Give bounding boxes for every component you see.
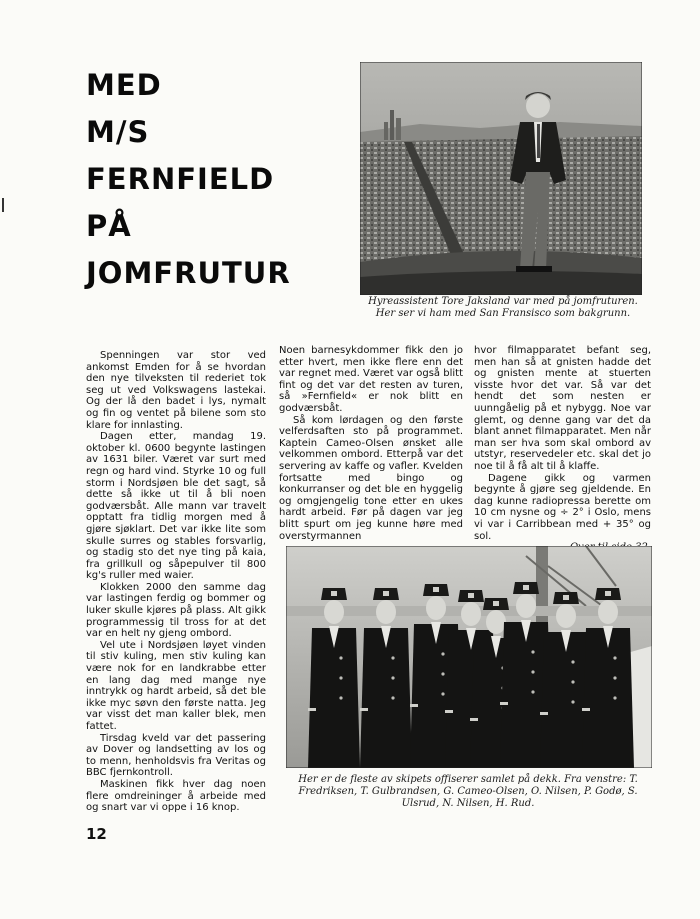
photo-san-francisco bbox=[360, 62, 642, 295]
paragraph: Noen barnesykdommer fikk den jo etter hvert, men ikke flere enn det var regnet med. Været var også blitt fint og det var det resten av turen, så »Fernfield« er nok blitt en godværsbåt. bbox=[279, 345, 463, 414]
article-column-1 bbox=[86, 350, 266, 814]
article-column-3 bbox=[474, 345, 651, 554]
scan-edge-mark bbox=[2, 198, 4, 212]
article-column-2 bbox=[279, 345, 463, 542]
paragraph: Dagene gikk og varmen begynte å gjøre seg gjeldende. En dag kunne radiopressa berette om 10 cm nysne og ÷ 2° i Oslo, mens vi var i Carribbean med + 35° og sol. bbox=[474, 472, 651, 542]
paragraph: Tirsdag kveld var det passering av Dover og landsetting av los og to menn, henholdsvis fra Veritas og BBC fjernkontroll. bbox=[86, 732, 266, 779]
article-headline bbox=[86, 62, 348, 297]
photo-caption-san-francisco: Hyreassistent Tore Jaksland var med på jomfruturen. Her ser vi ham med San Fransisco som bakgrunn. bbox=[368, 296, 638, 319]
photo-officers bbox=[286, 546, 652, 768]
paragraph: Maskinen fikk hver dag noen flere omdreininger å arbeide med og snart var vi oppe i 16 knop. bbox=[86, 778, 266, 814]
headline-line-3: PÅ bbox=[86, 209, 132, 243]
headline-line-2: M/S FERNFIELD bbox=[86, 115, 275, 196]
paragraph: Klokken 2000 den samme dag var lastingen ferdig og bommer og luker skulle kjøres på plass. Alt gikk programmessig til tross for at det var en helt ny gjeng ombord. bbox=[86, 581, 266, 640]
paragraph: Vel ute i Nordsjøen løyet vinden til stiv kuling, men stiv kuling kan være nok for en landkrabbe etter en lang dag med mange nye inntrykk og hardt arbeid, så det ble ikke myc søvn den første natta. Jeg var visst det man kaller blek, men fattet. bbox=[86, 639, 266, 732]
page-number: 12 bbox=[86, 825, 107, 843]
paragraph: Så kom lørdagen og den første velferdsaften sto på programmet. Kaptein Cameo-Olsen ønsket alle velkommen ombord. Etterpå var det servering av kaffe og vafler. Kvelden fortsatte med bingo og konkurranser og det ble en hyggelig og omgjengelig tone etter en ukes hardt arbeid. Før på dagen var jeg blitt spurt om jeg kunne høre med overstyrmannen bbox=[279, 414, 463, 542]
headline-line-4: JOMFRUTUR bbox=[86, 256, 291, 290]
paragraph: hvor filmapparatet befant seg, men han så at gnisten hadde det og gnisten mente at stuerten visste hvor det var. Så var det hendt det som nesten er uunngåelig på et nybygg. Noe var glemt, og denne gang var det da blant annet filmapparatet. Men når man ser hva som skal ombord av utstyr, reservedeler etc. skal det jo noe til å få alt til å klaffe. bbox=[474, 345, 651, 472]
paragraph: Dagen etter, mandag 19. oktober kl. 0600 begynte lastingen av 1631 biler. Været var surt med regn og hard vind. Styrke 10 og full storm i Nordsjøen ble det sagt, så dette så ikke ut til å bli noen godværsbåt. Alle mann var travelt opptatt fra tidlig morgen med å gjøre sjøklart. Det var ikke lite som skulle surres og stables forsvarlig, og stadig sto det nye ting på kaia, fra grillkull og såpepulver til 800 kg's ruller med waier. bbox=[86, 431, 266, 582]
photo-caption-officers: Her er de fleste av skipets offiserer samlet på dekk. Fra venstre: T. Fredriksen, T. Gulbrandsen, G. Cameo-Olsen, O. Nilsen, P. Godø, S. Ulsrud, N. Nilsen, H. Rud. bbox=[298, 774, 638, 809]
paragraph: Spenningen var stor ved ankomst Emden for å se hvordan den nye tilveksten til rederiet tok seg ut ved Volkswagens lastekai. Og der lå den badet i lys, nymalt og fin og ventet på bilene som sto klare for innlasting. bbox=[86, 350, 266, 431]
headline-line-1: MED bbox=[86, 68, 162, 102]
